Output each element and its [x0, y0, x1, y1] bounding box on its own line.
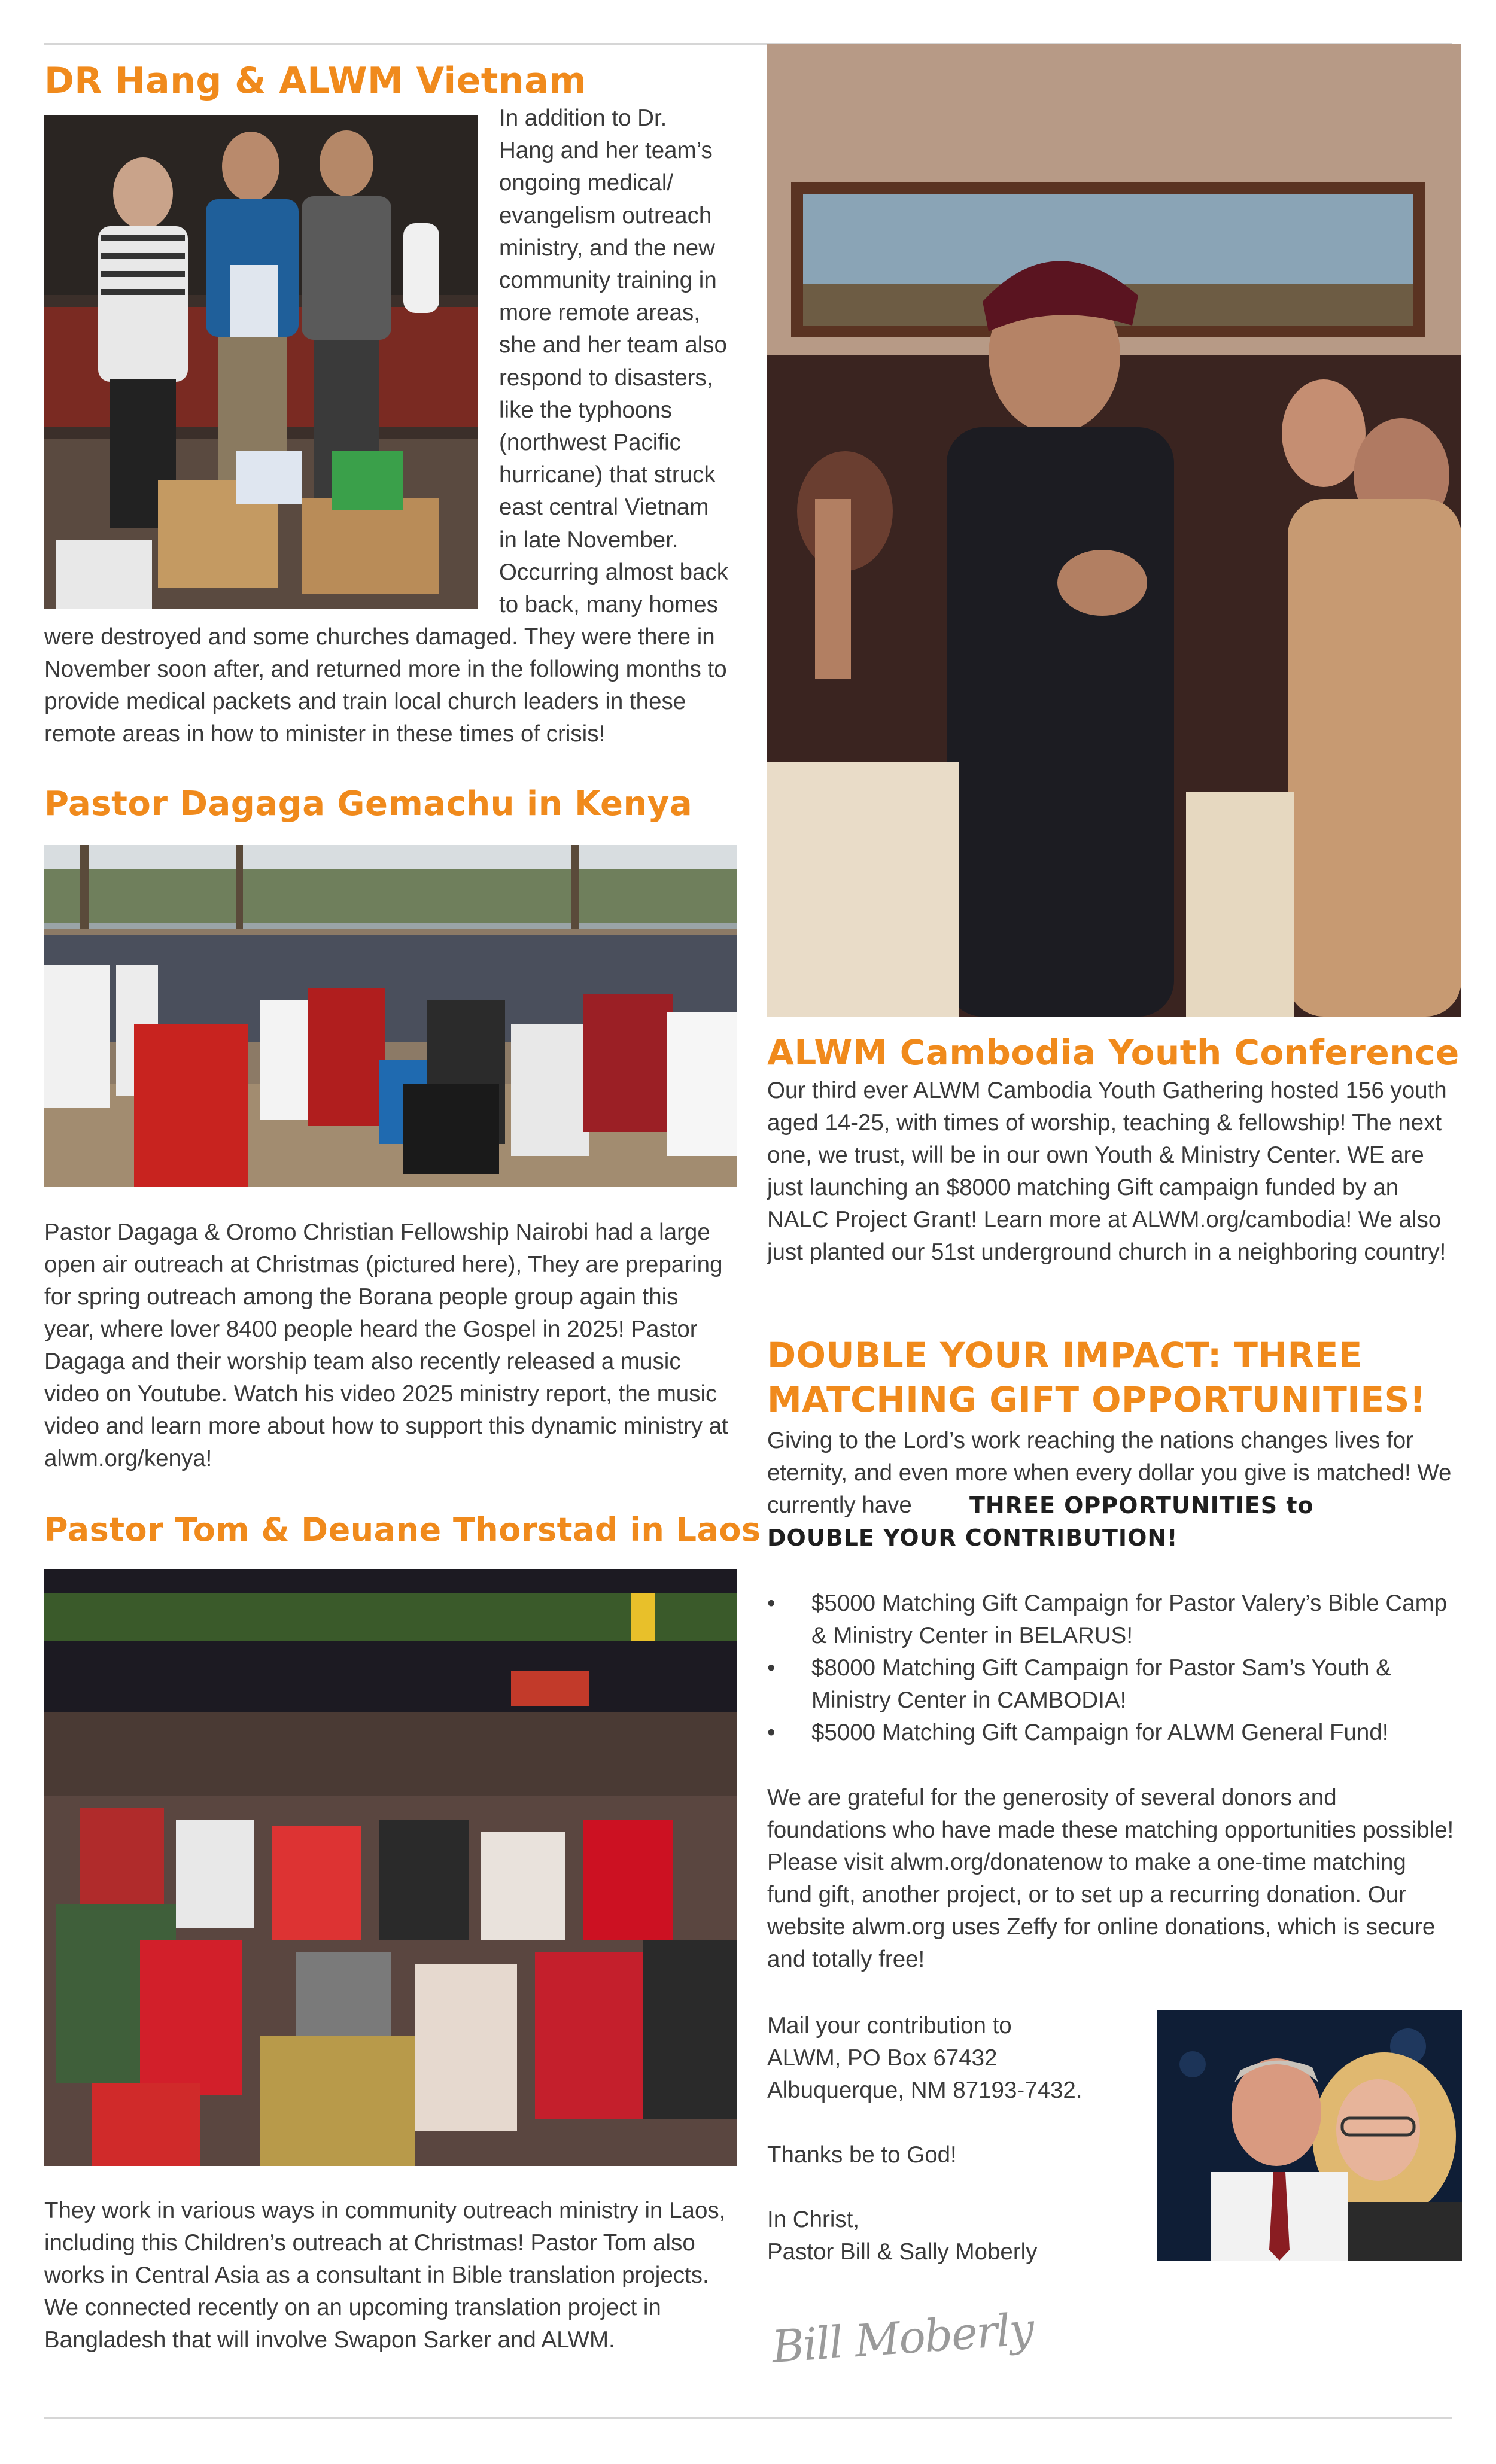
impact-heading-line1: DOUBLE YOUR IMPACT: THREE [767, 1335, 1363, 1376]
matching-gift-list [767, 1587, 1455, 1749]
mail-line: Mail your contribution to [767, 2013, 1012, 2039]
kenya-body: Pastor Dagaga & Oromo Christian Fellowship Nairobi had a large open air outreach at Christmas (pictured here), They are preparing for spring outreach among the Borana people group again this year, where lover 8400 people heard the Gospel in 2025! Pastor Dagaga and their worship team also recently released a music video on Youtube. Watch his video 2025 ministry report, the music video and learn more about how to support this dynamic ministry at alwm.org/kenya! [44, 1219, 728, 1471]
moberly-portrait [1157, 2010, 1462, 2261]
vietnam-heading: DR Hang & ALWM Vietnam [44, 60, 587, 102]
vietnam-line: Hang and her team’s [499, 138, 713, 164]
impact-intro: Giving to the Lord’s work reaching the nations changes lives for eternity, and even more when every dollar you give is matched! We currently have [767, 1428, 1452, 1518]
bottom-rule [44, 2417, 1452, 2419]
vietnam-line: east central Vietnam [499, 494, 709, 521]
thanks-line: Thanks be to God! [767, 2142, 957, 2168]
laos-heading: Pastor Tom & Deuane Thorstad in Laos [44, 1511, 761, 1549]
vietnam-line: evangelism outreach [499, 202, 712, 229]
list-item: • $5000 Matching Gift Campaign for Pastor Valery’s Bible Camp & Ministry Center in BELARUS! [767, 1587, 1455, 1652]
vietnam-line: she and her team also [499, 332, 727, 358]
signoff-names: Pastor Bill & Sally Moberly [767, 2239, 1038, 2265]
vietnam-line: Occurring almost back [499, 559, 728, 585]
vietnam-line: to back, many homes [499, 592, 718, 618]
vietnam-line: hurricane) that struck [499, 462, 716, 488]
vietnam-line: (northwest Pacific [499, 430, 681, 456]
laos-photo [44, 1569, 737, 2166]
vietnam-line: ongoing medical/ [499, 170, 674, 196]
vietnam-line: respond to disasters, [499, 364, 713, 391]
cambodia-photo [767, 44, 1461, 1017]
mail-line: ALWM, PO Box 67432 [767, 2045, 998, 2071]
kenya-photo [44, 845, 737, 1187]
impact-bold-line2: DOUBLE YOUR CONTRIBUTION! [767, 1525, 1178, 1551]
in-christ: In Christ, [767, 2207, 860, 2232]
vietnam-line: In addition to Dr. [499, 105, 667, 131]
vietnam-line: community training in [499, 267, 717, 294]
kenya-heading: Pastor Dagaga Gemachu in Kenya [44, 784, 693, 823]
vietnam-line: ministry, and the new [499, 235, 715, 261]
vietnam-body-continued: were destroyed and some churches damaged. They were there in November soon after, and returned more in the following months to provide medical packets and train local church leaders in these remote areas in how to minister in these times of crisis! [44, 624, 727, 747]
impact-bold-line1: THREE OPPORTUNITIES to [969, 1492, 1314, 1519]
impact-grateful: We are grateful for the generosity of several donors and foundations who have made these matching opportunities possible! Please visit alwm.org/donatenow to make a one-time matching fund gift, another project, or to set up a recurring donation. Our website alwm.org uses Zeffy for online donations, which is secure and totally free! [767, 1785, 1454, 1972]
cambodia-heading: ALWM Cambodia Youth Conference [767, 1032, 1459, 1073]
mailing-info [767, 2010, 1083, 2107]
impact-heading [767, 1333, 1426, 1422]
impact-heading-line2: MATCHING GIFT OPPORTUNITIES! [767, 1379, 1426, 1420]
vietnam-photo [44, 115, 478, 609]
vietnam-wrap-text [499, 102, 728, 621]
closing-signoff [767, 2204, 1037, 2268]
handwritten-signature: Bill Moberly [770, 2303, 1035, 2373]
list-item: • $5000 Matching Gift Campaign for ALWM General Fund! [767, 1717, 1455, 1749]
vietnam-line: like the typhoons [499, 397, 672, 423]
list-item: • $8000 Matching Gift Campaign for Pastor Sam’s Youth & Ministry Center in CAMBODIA! [767, 1652, 1455, 1717]
laos-body: They work in various ways in community outreach ministry in Laos, including this Children’s outreach at Christmas! Pastor Tom also works in Central Asia as a consultant in Bible translation projects. We connected recently on an upcoming translation project in Bangladesh that will involve Swapon Sarker and ALWM. [44, 2198, 726, 2353]
cambodia-body: Our third ever ALWM Cambodia Youth Gathering hosted 156 youth aged 14-25, with times of worship, teaching & fellowship! The next one, we trust, will be in our own Youth & Ministry Center. WE are just launching an $8000 matching Gift campaign funded by an NALC Project Grant! Learn more at ALWM.org/cambodia! We also just planted our 51st underground church in a neighboring country! [767, 1078, 1447, 1265]
vietnam-line: more remote areas, [499, 300, 700, 326]
mail-line: Albuquerque, NM 87193-7432. [767, 2077, 1083, 2103]
vietnam-line: in late November. [499, 527, 679, 553]
